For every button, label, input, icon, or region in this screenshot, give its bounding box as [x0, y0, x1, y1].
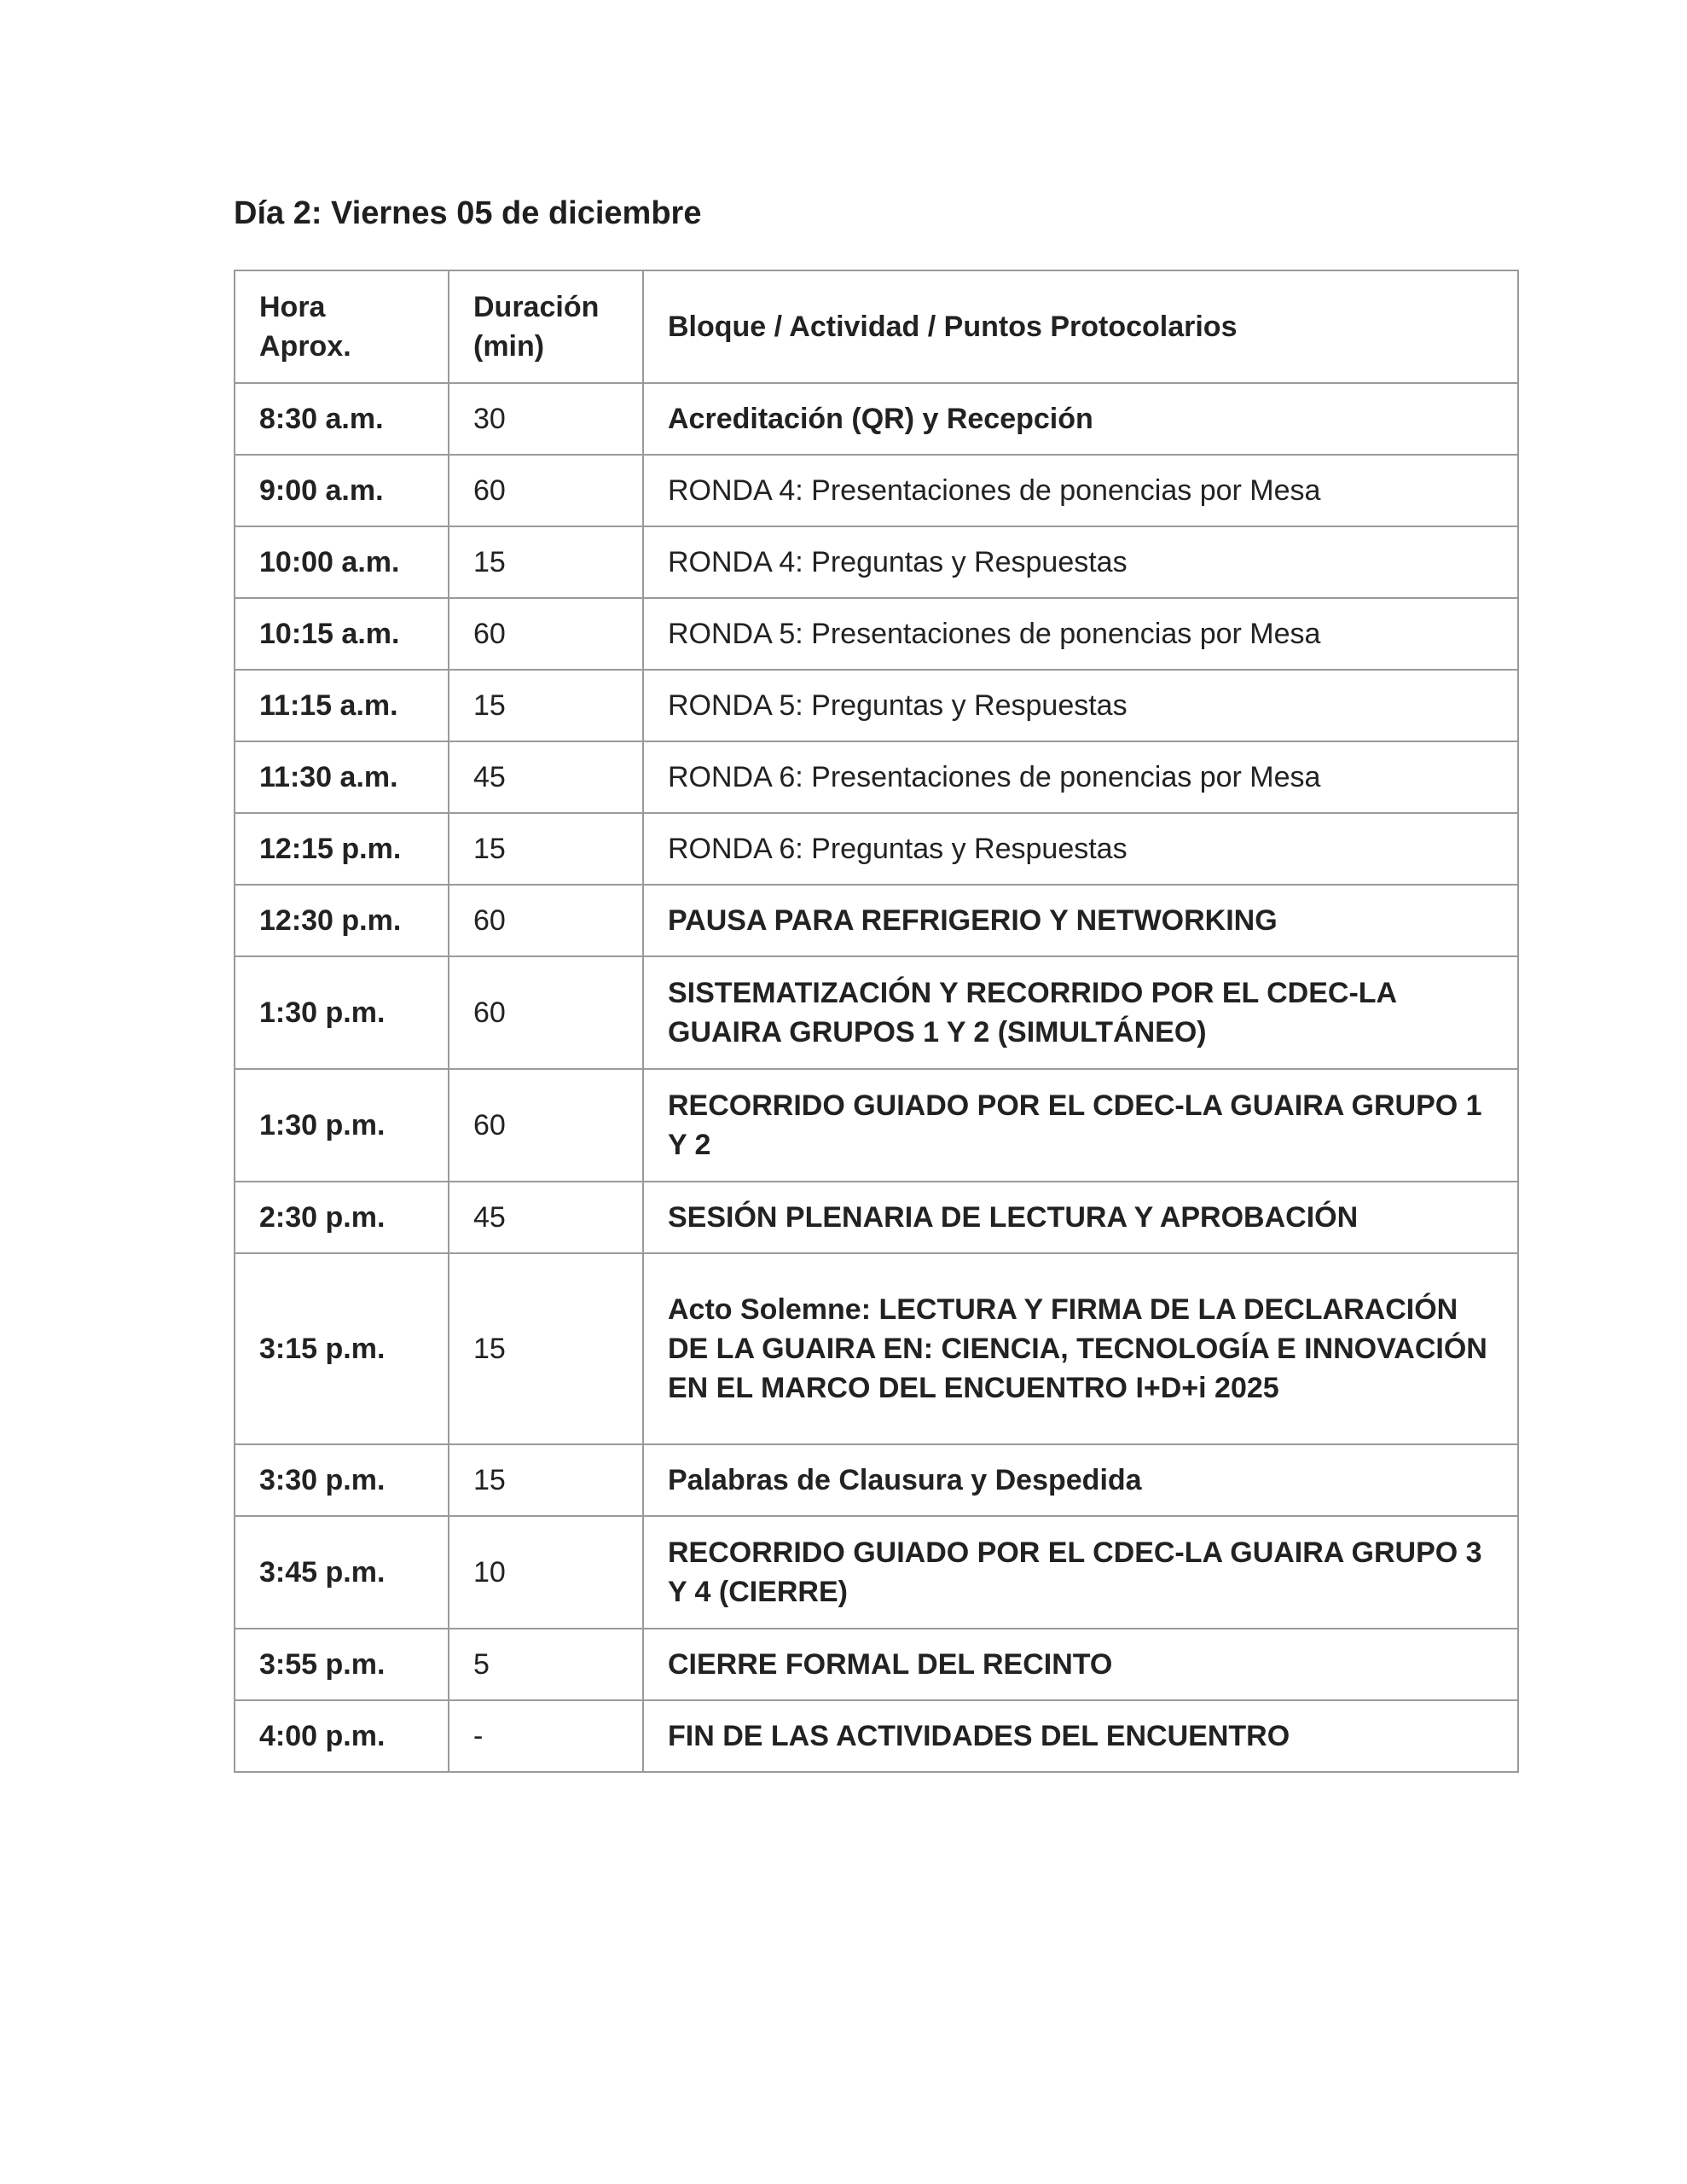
time-cell: 11:15 a.m.	[235, 670, 449, 741]
table-row	[235, 598, 1518, 670]
activity-cell: Palabras de Clausura y Despedida	[643, 1444, 1518, 1516]
activity-cell: PAUSA PARA REFRIGERIO Y NETWORKING	[643, 885, 1518, 956]
duration-cell: 60	[449, 1069, 643, 1182]
time-cell: 1:30 p.m.	[235, 956, 449, 1069]
activity-cell: Acto Solemne: LECTURA Y FIRMA DE LA DECLARACIÓN DE LA GUAIRA EN: CIENCIA, TECNOLOGÍA E INNOVACIÓN EN EL MARCO DEL ENCUENTRO I+D+i 2025	[643, 1253, 1518, 1444]
table-row	[235, 1069, 1518, 1182]
activity-cell: RECORRIDO GUIADO POR EL CDEC-LA GUAIRA GRUPO 1 Y 2	[643, 1069, 1518, 1182]
time-cell: 3:15 p.m.	[235, 1253, 449, 1444]
time-cell: 2:30 p.m.	[235, 1182, 449, 1253]
duration-cell: -	[449, 1700, 643, 1772]
schedule-table-body	[235, 270, 1518, 1772]
time-cell: 3:45 p.m.	[235, 1516, 449, 1629]
duration-cell: 60	[449, 598, 643, 670]
activity-cell: RONDA 6: Preguntas y Respuestas	[643, 813, 1518, 885]
duration-cell: 5	[449, 1629, 643, 1700]
activity-cell: RONDA 6: Presentaciones de ponencias por Mesa	[643, 741, 1518, 813]
duration-cell: 30	[449, 383, 643, 455]
activity-cell: CIERRE FORMAL DEL RECINTO	[643, 1629, 1518, 1700]
table-row	[235, 1253, 1518, 1444]
table-row	[235, 885, 1518, 956]
time-cell: 3:55 p.m.	[235, 1629, 449, 1700]
activity-cell: SESIÓN PLENARIA DE LECTURA Y APROBACIÓN	[643, 1182, 1518, 1253]
time-cell: 9:00 a.m.	[235, 455, 449, 526]
table-row	[235, 455, 1518, 526]
table-row	[235, 1182, 1518, 1253]
header-time	[235, 270, 449, 383]
table-row	[235, 1700, 1518, 1772]
table-row	[235, 1629, 1518, 1700]
duration-cell: 45	[449, 741, 643, 813]
activity-cell: RONDA 5: Presentaciones de ponencias por Mesa	[643, 598, 1518, 670]
table-header-row	[235, 270, 1518, 383]
duration-cell: 15	[449, 670, 643, 741]
duration-cell: 15	[449, 1444, 643, 1516]
duration-cell: 45	[449, 1182, 643, 1253]
table-row	[235, 813, 1518, 885]
duration-cell: 10	[449, 1516, 643, 1629]
table-row	[235, 670, 1518, 741]
header-time-label: Hora Aprox.	[259, 291, 351, 363]
table-row	[235, 1516, 1518, 1629]
activity-cell: RONDA 4: Presentaciones de ponencias por Mesa	[643, 455, 1518, 526]
activity-cell: RECORRIDO GUIADO POR EL CDEC-LA GUAIRA GRUPO 3 Y 4 (CIERRE)	[643, 1516, 1518, 1629]
activity-cell: RONDA 5: Preguntas y Respuestas	[643, 670, 1518, 741]
time-cell: 12:30 p.m.	[235, 885, 449, 956]
header-activity	[643, 270, 1518, 383]
time-cell: 11:30 a.m.	[235, 741, 449, 813]
activity-cell: SISTEMATIZACIÓN Y RECORRIDO POR EL CDEC-LA GUAIRA GRUPOS 1 Y 2 (SIMULTÁNEO)	[643, 956, 1518, 1069]
header-duration	[449, 270, 643, 383]
time-cell: 8:30 a.m.	[235, 383, 449, 455]
time-cell: 4:00 p.m.	[235, 1700, 449, 1772]
duration-cell: 15	[449, 813, 643, 885]
time-cell: 1:30 p.m.	[235, 1069, 449, 1182]
duration-cell: 15	[449, 526, 643, 598]
duration-cell: 60	[449, 956, 643, 1069]
table-row	[235, 741, 1518, 813]
table-row	[235, 526, 1518, 598]
duration-cell: 60	[449, 885, 643, 956]
duration-cell: 15	[449, 1253, 643, 1444]
header-duration-label: Duración (min)	[473, 291, 600, 363]
table-row	[235, 1444, 1518, 1516]
time-cell: 10:00 a.m.	[235, 526, 449, 598]
header-activity-label: Bloque / Actividad / Puntos Protocolarios	[668, 311, 1238, 343]
activity-cell: FIN DE LAS ACTIVIDADES DEL ENCUENTRO	[643, 1700, 1518, 1772]
table-row	[235, 956, 1518, 1069]
table-row	[235, 383, 1518, 455]
time-cell: 10:15 a.m.	[235, 598, 449, 670]
activity-cell: RONDA 4: Preguntas y Respuestas	[643, 526, 1518, 598]
time-cell: 3:30 p.m.	[235, 1444, 449, 1516]
schedule-table	[234, 270, 1519, 1773]
activity-cell: Acreditación (QR) y Recepción	[643, 383, 1518, 455]
time-cell: 12:15 p.m.	[235, 813, 449, 885]
duration-cell: 60	[449, 455, 643, 526]
page-title: Día 2: Viernes 05 de diciembre	[234, 195, 702, 231]
